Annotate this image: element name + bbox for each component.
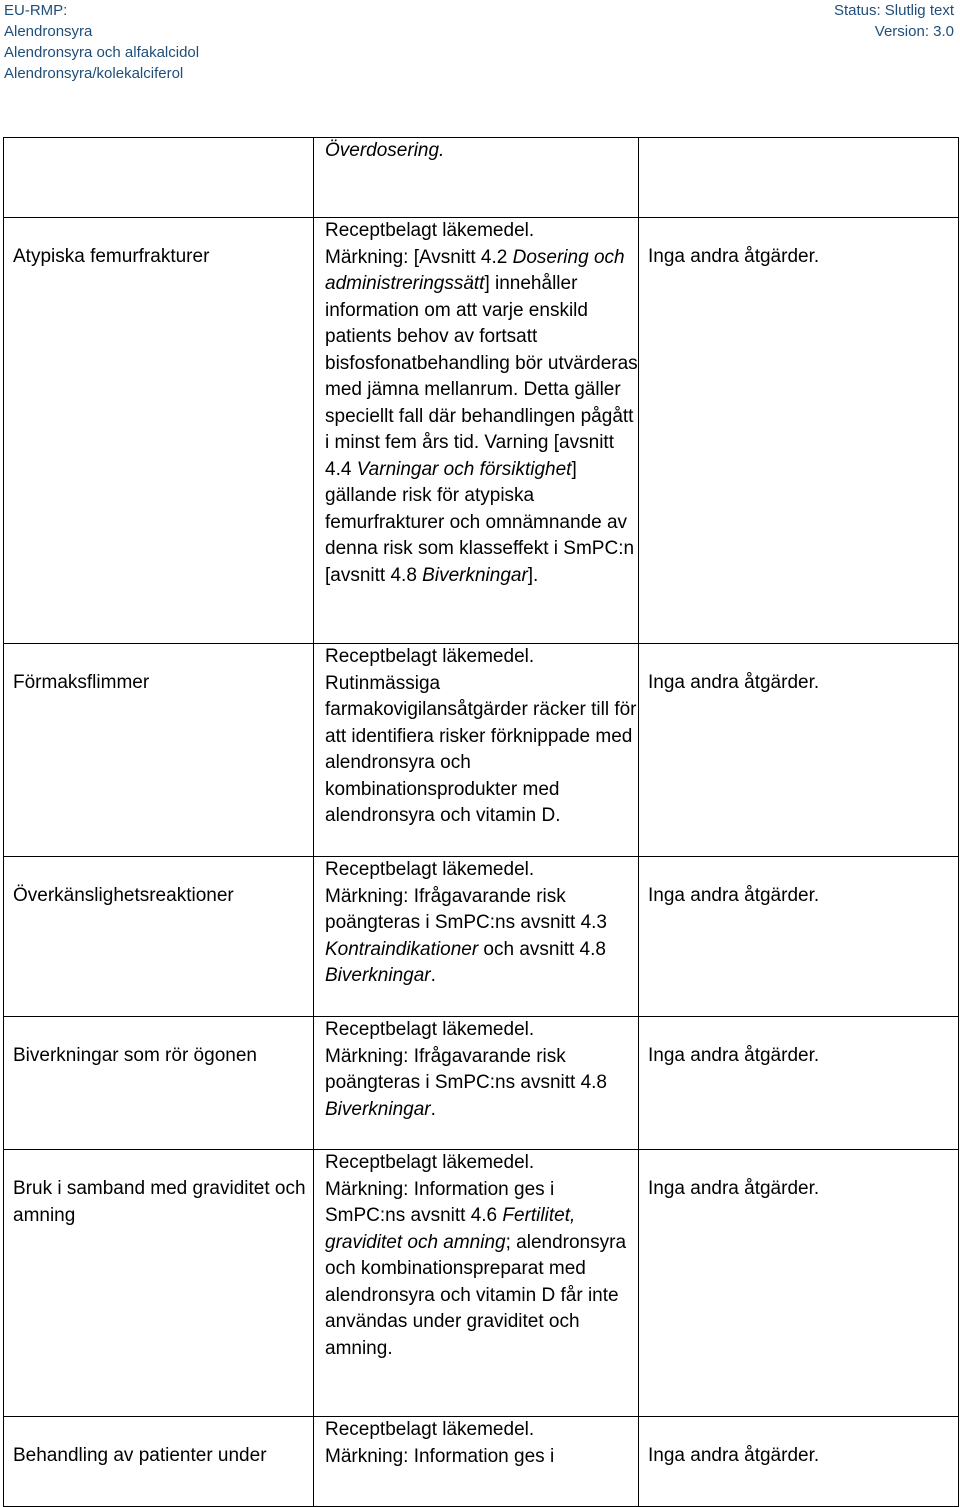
risk-cell [4, 857, 314, 1017]
measure-text-part: Rutinmässiga farmakovigilansåtgärder räcker till för att identifiera risker förknippade med alendronsyra och kombinationsprodukter med alendronsyra och vitamin D. [325, 672, 637, 826]
header-product-3: Alendronsyra/kolekalciferol [4, 65, 184, 82]
measure-text [325, 1444, 638, 1471]
measure-text-part: Märkning: Information ges i SmPC:ns avsnitt 4.6 [325, 1178, 555, 1226]
risk-label: Överkänslighetsreaktioner [13, 885, 234, 906]
risk-label: Atypiska femurfrakturer [13, 246, 210, 267]
routine-measures-cell [314, 138, 639, 218]
measure-text-part: Märkning: Ifrågavarande risk poängteras i SmPC:ns avsnitt 4.8 [325, 1045, 607, 1093]
risk-label: Behandling av patienter under [13, 1445, 267, 1466]
additional-measure-text: Inga andra åtgärder. [648, 885, 820, 906]
routine-measures-cell [314, 218, 639, 644]
risk-cell [4, 1150, 314, 1417]
spacer [13, 1017, 313, 1043]
measure-text-part: . [430, 1098, 436, 1120]
spacer [13, 218, 313, 244]
header-product-1: Alendronsyra [4, 23, 93, 40]
additional-measures-cell [639, 644, 959, 857]
measure-italic-ref: Biverkningar [325, 965, 431, 986]
table-row [4, 218, 959, 644]
risk-cell [4, 1417, 314, 1507]
measure-text-part: Märkning: [Avsnitt 4.2 [325, 246, 513, 268]
measure-italic-ref: Dosering och administreringssätt [325, 246, 625, 294]
measure-text [325, 671, 638, 830]
measure-italic-ref: Kontraindikationer [325, 938, 479, 960]
risk-label: Biverkningar som rör ögonen [13, 1045, 257, 1066]
measure-text-part: ] innehåller information om att varje enskild patients behov av fortsatt bisfosfonatbehandling bör utvärderas med jämna mellanrum. Detta gäller speciellt fall där behandlingen pågått i minst fem års tid. Varning [avsnitt 4.4 [325, 273, 638, 480]
measure-text-part: och avsnitt 4.8 [478, 938, 606, 960]
measure-text-part: ]. [527, 564, 539, 586]
additional-measures-cell [639, 1417, 959, 1507]
measure-italic-ref: Fertilitet, graviditet och amning [325, 1205, 576, 1253]
routine-measures-cell [314, 644, 639, 857]
measure-text-part: Märkning: Ifrågavarande risk poängteras i SmPC:ns avsnitt 4.3 [325, 885, 607, 933]
measure-text: Överdosering. [325, 140, 445, 161]
spacer [648, 218, 958, 244]
header-status: Status: Slutlig text [833, 2, 954, 19]
risk-label: Förmaksflimmer [13, 672, 150, 693]
additional-measure-text: Inga andra åtgärder. [648, 1045, 820, 1066]
prescription-note: Receptbelagt läkemedel. [325, 1019, 535, 1040]
risk-minimisation-table [3, 137, 959, 1507]
measure-italic-ref: Biverkningar [422, 564, 528, 586]
spacer [648, 644, 958, 670]
prescription-note: Receptbelagt läkemedel. [325, 859, 535, 880]
measure-text [325, 1044, 638, 1124]
prescription-note: Receptbelagt läkemedel. [325, 1152, 535, 1173]
header-product-2: Alendronsyra och alfakalcidol [4, 44, 200, 61]
table-row [4, 1017, 959, 1150]
measure-italic-ref: Varningar och försiktighet [356, 458, 572, 480]
risk-cell [4, 138, 314, 218]
measure-text-part: Märkning: Information ges i [325, 1445, 555, 1467]
spacer [13, 644, 313, 670]
risk-cell [4, 218, 314, 644]
spacer [13, 1150, 313, 1176]
additional-measures-cell [639, 218, 959, 644]
additional-measure-text: Inga andra åtgärder. [648, 672, 820, 693]
spacer [648, 1017, 958, 1043]
header-title: EU-RMP: [4, 2, 68, 19]
routine-measures-cell [314, 1017, 639, 1150]
measure-text [325, 245, 638, 590]
additional-measures-cell [639, 1150, 959, 1417]
routine-measures-cell [314, 857, 639, 1017]
additional-measures-cell [639, 1017, 959, 1150]
measure-text [325, 1177, 638, 1363]
prescription-note: Receptbelagt läkemedel. [325, 646, 535, 667]
table-row [4, 1417, 959, 1507]
additional-measure-text: Inga andra åtgärder. [648, 1445, 820, 1466]
prescription-note: Receptbelagt läkemedel. [325, 1419, 535, 1440]
measure-text-part: ; alendronsyra och kombinationspreparat med alendronsyra och vitamin D får inte användas under graviditet och amning. [325, 1231, 627, 1359]
risk-label: Bruk i samband med graviditet och amning [13, 1178, 306, 1226]
spacer [648, 1150, 958, 1176]
additional-measures-cell [639, 857, 959, 1017]
additional-measures-cell [639, 138, 959, 218]
additional-measure-text: Inga andra åtgärder. [648, 1178, 820, 1199]
prescription-note: Receptbelagt läkemedel. [325, 220, 535, 241]
spacer [648, 1417, 958, 1443]
table-row [4, 857, 959, 1017]
measure-italic-ref: Biverkningar [325, 1098, 431, 1120]
risk-cell [4, 644, 314, 857]
measure-text-part: . [430, 965, 436, 986]
header-version: Version: 3.0 [874, 23, 954, 40]
routine-measures-cell [314, 1150, 639, 1417]
spacer [648, 857, 958, 883]
risk-cell [4, 1017, 314, 1150]
table-row [4, 138, 959, 218]
header-right [834, 0, 954, 42]
measure-text [325, 884, 638, 990]
header-left [4, 0, 199, 84]
spacer [13, 857, 313, 883]
routine-measures-cell [314, 1417, 639, 1507]
measure-text-part: ] gällande risk för atypiska femurfrakturer och omnämnande av denna risk som klasseffekt i SmPC:n [avsnitt 4.8 [325, 458, 635, 586]
spacer [13, 1417, 313, 1443]
additional-measure-text: Inga andra åtgärder. [648, 246, 820, 267]
table-row [4, 644, 959, 857]
table-row [4, 1150, 959, 1417]
